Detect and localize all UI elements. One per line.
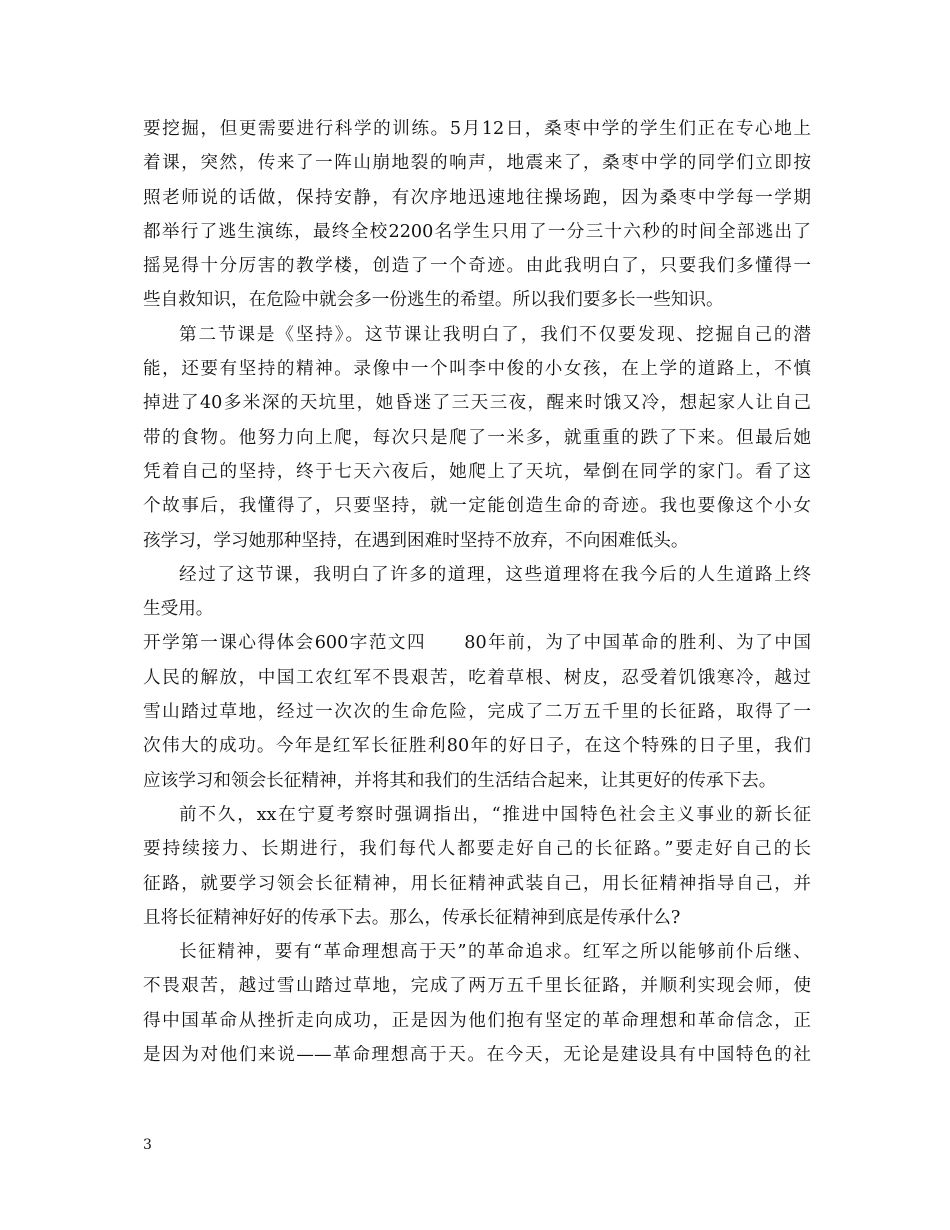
page-number: 3: [143, 1137, 152, 1153]
text-line: 掉进了40多米深的天坑里，她昏迷了三天三夜，醒来时饿又冷，想起家人让自己: [143, 393, 811, 414]
text-line: 第二节课是《坚持》。这节课让我明白了，我们不仅要发现、挖掘自己的潜: [179, 324, 811, 345]
text-line: 个故事后，我懂得了，只要坚持，就一定能创造生命的奇迹。我也要像这个小女: [143, 496, 811, 517]
text-line: 要持续接力、长期进行，我们每代人都要走好自己的长征路。”要走好自己的长: [143, 839, 811, 860]
text-line: 开学第一课心得体会600字范文四 80年前，为了中国革命的胜利、为了中国: [143, 633, 811, 654]
text-line: 不畏艰苦，越过雪山踏过草地，完成了两万五千里长征路，并顺利实现会师，使: [143, 976, 811, 997]
text-line: 些自救知识，在危险中就会多一份逃生的希望。所以我们要多长一些知识。: [143, 290, 724, 311]
text-line: 征路，就要学习领会长征精神，用长征精神武装自己，用长征精神指导自己，并: [143, 873, 811, 894]
text-line: 得中国革命从挫折走向成功，正是因为他们抱有坚定的革命理想和革命信念，正: [143, 1010, 811, 1031]
text-line: 且将长征精神好好的传承下去。那么，传承长征精神到底是传承什么?: [143, 907, 681, 928]
text-line: 经过了这节课，我明白了许多的道理，这些道理将在我今后的人生道路上终: [179, 564, 811, 585]
text-line: 长征精神，要有“革命理想高于天”的革命追求。红军之所以能够前仆后继、: [179, 942, 811, 963]
body-text: [143, 112, 811, 1072]
text-line: 应该学习和领会长征精神，并将其和我们的生活结合起来，让其更好的传承下去。: [143, 770, 777, 791]
text-line: 带的食物。他努力向上爬，每次只是爬了一米多，就重重的跌了下来。但最后她: [143, 427, 811, 448]
text-line: 雪山踏过草地，经过一次次的生命危险，完成了二万五千里的长征路，取得了一: [143, 702, 811, 723]
text-line: 能，还要有坚持的精神。录像中一个叫李中俊的小女孩，在上学的道路上，不慎: [143, 359, 811, 380]
text-line: 是因为对他们来说——革命理想高于天。在今天，无论是建设具有中国特色的社: [143, 1045, 811, 1066]
text-line: 人民的解放，中国工农红军不畏艰苦，吃着草根、树皮，忍受着饥饿寒冷，越过: [143, 667, 811, 688]
text-line: 摇晃得十分厉害的教学楼，创造了一个奇迹。由此我明白了，只要我们多懂得一: [143, 256, 811, 277]
text-line: 前不久，xx在宁夏考察时强调指出，“推进中国特色社会主义事业的新长征: [179, 804, 811, 825]
text-line: 照老师说的话做，保持安静，有次序地迅速地往操场跑，因为桑枣中学每一学期: [143, 187, 811, 208]
text-line: 孩学习，学习她那种坚持，在遇到困难时坚持不放弃，不向困难低头。: [143, 530, 689, 551]
text-line: 着课，突然，传来了一阵山崩地裂的响声，地震来了，桑枣中学的同学们立即按: [143, 153, 811, 174]
text-line: 要挖掘，但更需要进行科学的训练。5月12日，桑枣中学的学生们正在专心地上: [143, 119, 811, 139]
text-line: 次伟大的成功。今年是红军长征胜利80年的好日子，在这个特殊的日子里，我们: [143, 736, 811, 757]
text-line: 生受用。: [143, 599, 214, 620]
text-line: 都举行了逃生演练，最终全校2200名学生只用了一分三十六秒的时间全部逃出了: [143, 221, 811, 242]
text-line: 凭着自己的坚持，终于七天六夜后，她爬上了天坑，晕倒在同学的家门。看了这: [143, 461, 811, 482]
